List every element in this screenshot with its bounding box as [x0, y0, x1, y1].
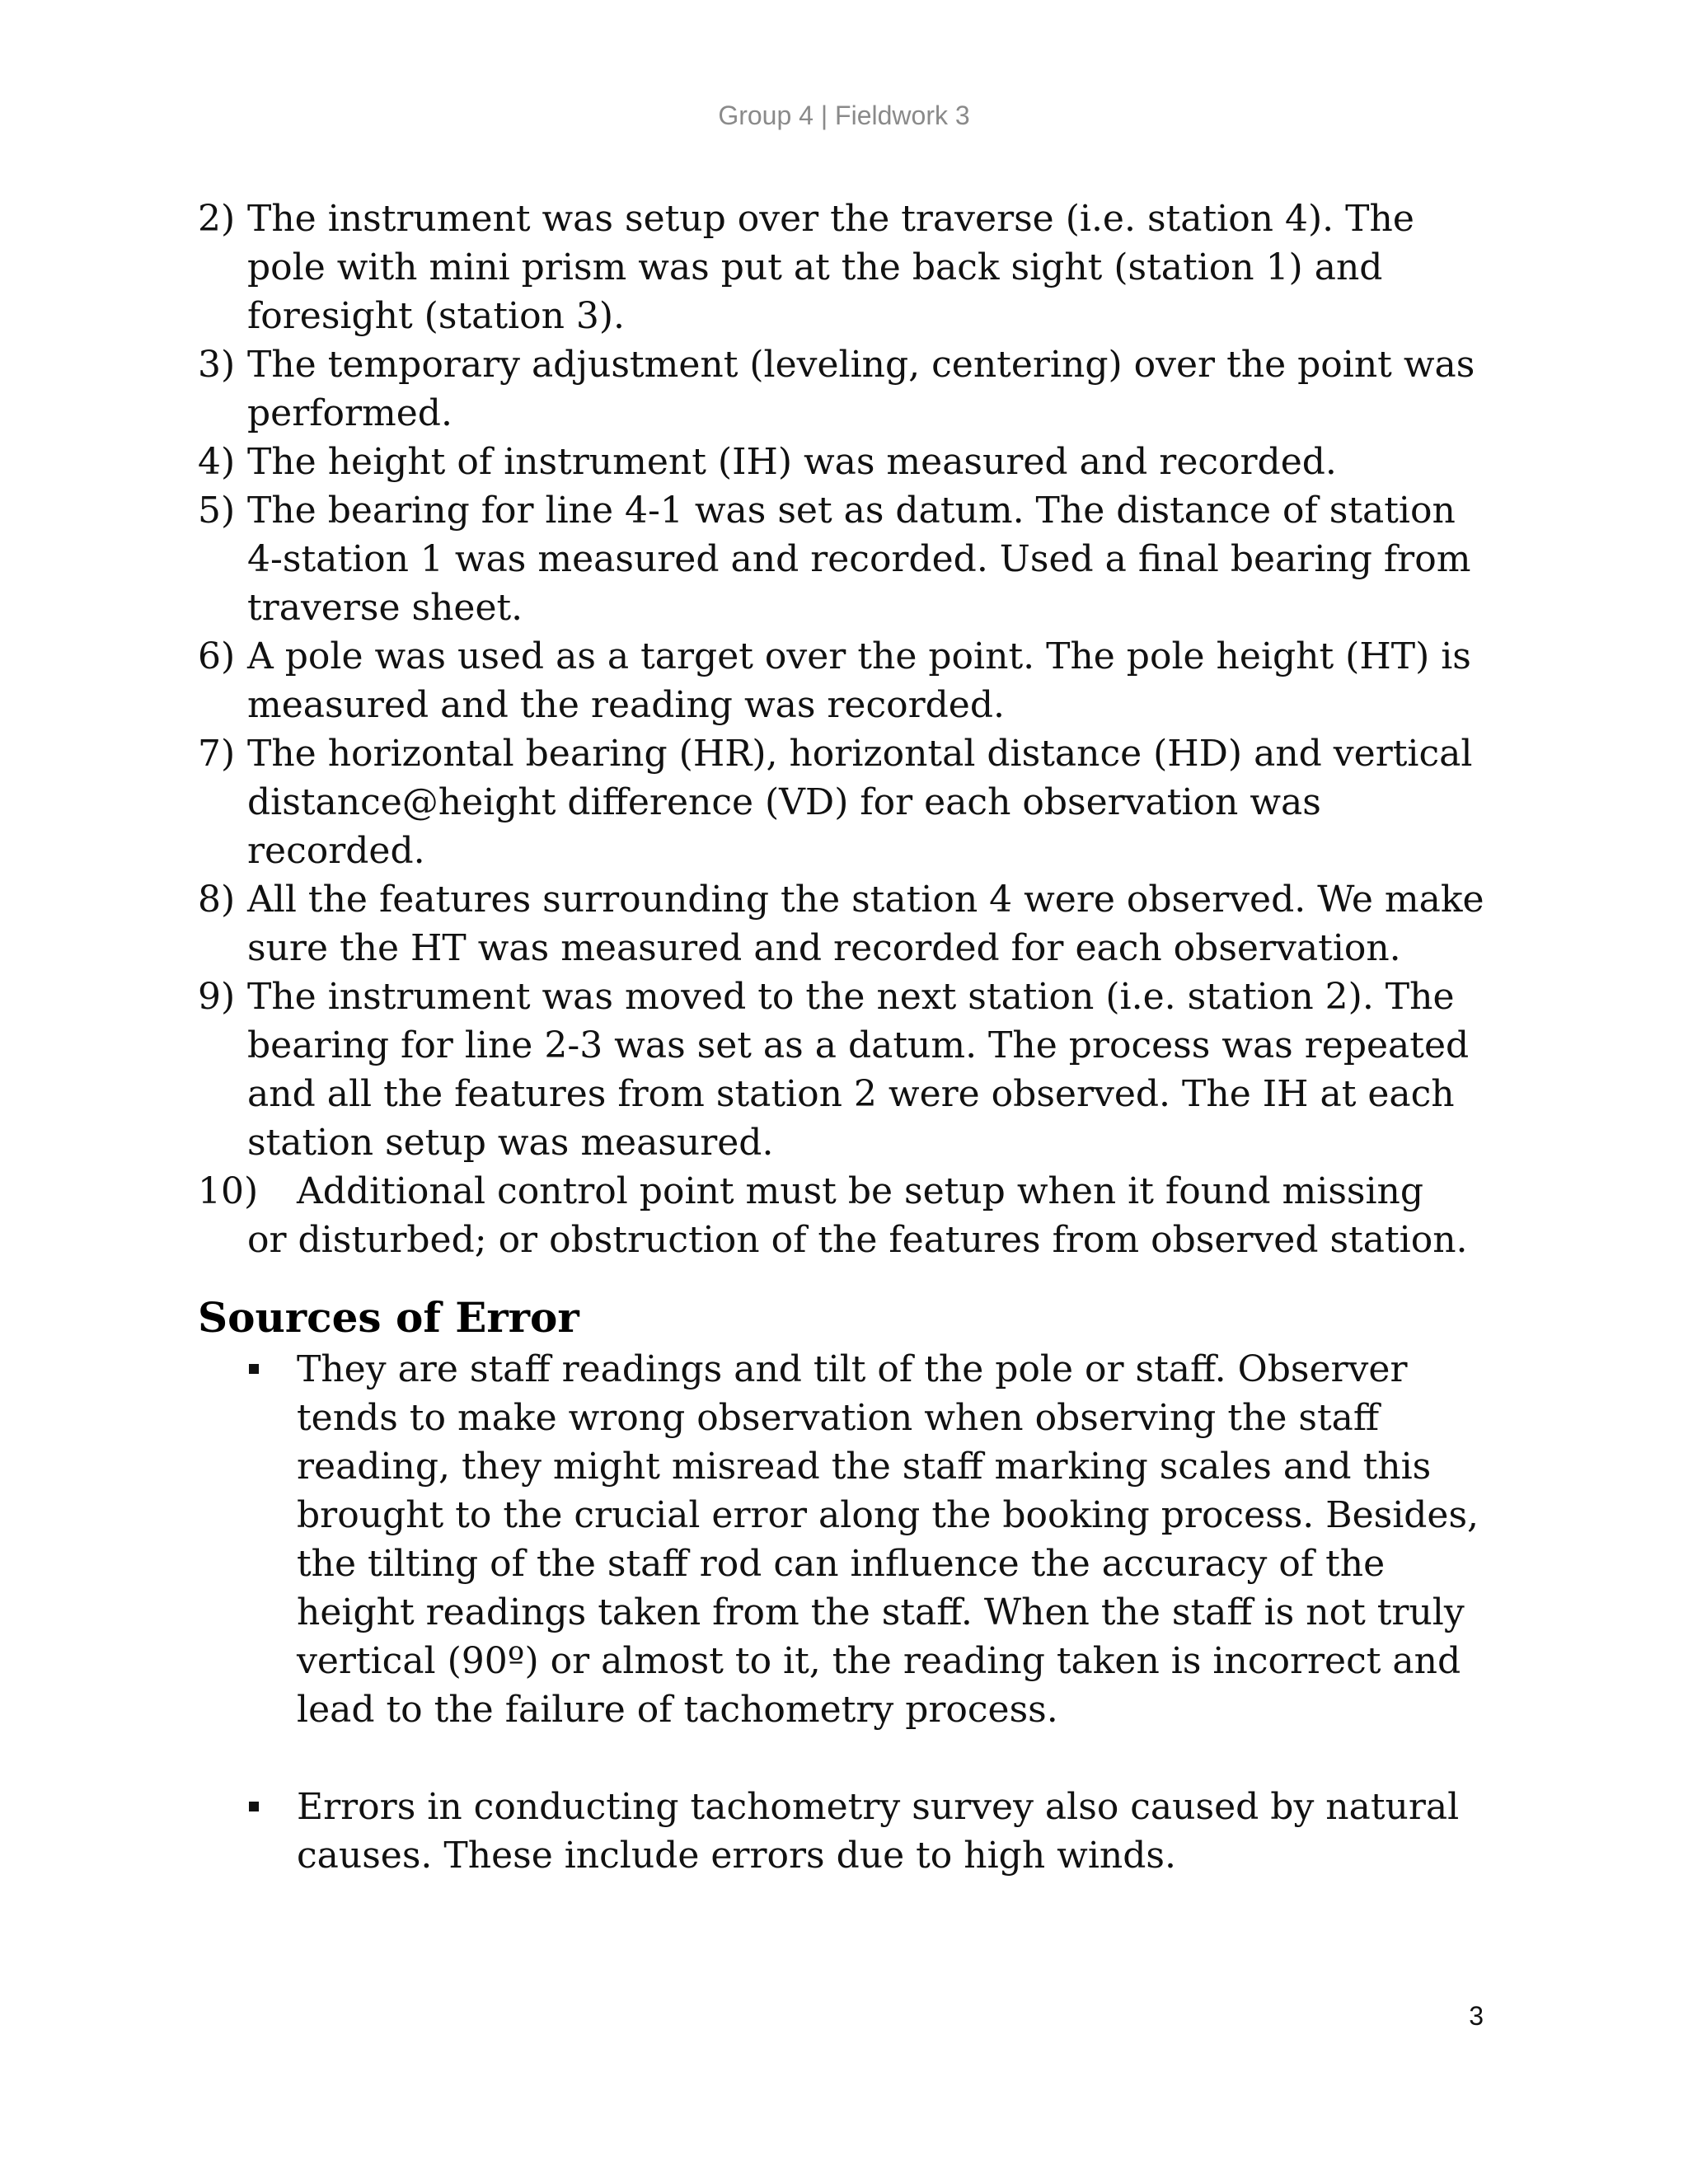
step-text: The instrument was setup over the traverse (i.e. station 4). The pole with mini prism was put at the back sight (station 1) and foresight (station 3). [247, 198, 1414, 337]
square-bullet-icon [247, 1345, 297, 1734]
list-item [247, 1783, 1500, 1880]
step-number: 8) [198, 879, 236, 921]
procedure-steps [198, 194, 1500, 1264]
step-text-continuation: or disturbed; or obstruction of the features from observed station. [247, 1219, 1468, 1261]
step-item [198, 972, 1500, 1167]
step-item [198, 438, 1500, 486]
step-item [198, 729, 1500, 875]
step-number: 6) [198, 635, 236, 677]
section-heading: Sources of Error [198, 1293, 579, 1342]
bullet-text: They are staff readings and tilt of the pole or staff. Observer tends to make wrong observation when observing the staff reading, they might misread the staff marking scales and this brought to the crucial error along the booking process. Besides, the tilting of the staff rod can influence the accuracy of the height readings taken from the staff. When the staff is not truly vertical (90º) or almost to it, the reading taken is incorrect and lead to the failure of tachometry process. [297, 1348, 1479, 1731]
step-number: 4) [198, 441, 236, 483]
bullet-text: Errors in conducting tachometry survey also caused by natural causes. These include errors due to high winds. [297, 1786, 1460, 1877]
step-number: 10) [198, 1170, 259, 1212]
list-item [247, 1345, 1500, 1734]
step-number: 2) [198, 198, 236, 240]
error-sources-list [198, 1345, 1500, 1880]
step-item [198, 875, 1500, 972]
step-text: The bearing for line 4-1 was set as datum. The distance of station 4-station 1 was measured and recorded. Used a final bearing from traverse sheet. [247, 490, 1471, 629]
page-number: 3 [1469, 2001, 1484, 2031]
step-item [198, 486, 1500, 632]
step-text: All the features surrounding the station 4 were observed. We make sure the HT was measured and recorded for each observation. [247, 879, 1484, 969]
step-number: 9) [198, 976, 236, 1018]
step-item [198, 632, 1500, 729]
step-number: 5) [198, 490, 236, 532]
step-text: The instrument was moved to the next station (i.e. station 2). The bearing for line 2-3 was set as a datum. The process was repeated and all the features from station 2 were observed. The IH at each station setup was measured. [247, 976, 1470, 1164]
step-item [198, 194, 1500, 340]
step-number: 3) [198, 344, 236, 386]
square-bullet-icon [247, 1783, 297, 1880]
step-text: The horizontal bearing (HR), horizontal distance (HD) and vertical distance@height difference (VD) for each observation was recorded. [247, 733, 1473, 872]
step-item [198, 340, 1500, 438]
document-body [198, 194, 1500, 1880]
step-text: Additional control point must be setup when it found missing [297, 1170, 1424, 1212]
step-text: A pole was used as a target over the point. The pole height (HT) is measured and the reading was recorded. [247, 635, 1471, 726]
step-text: The height of instrument (IH) was measured and recorded. [247, 441, 1337, 483]
step-text: The temporary adjustment (leveling, centering) over the point was performed. [247, 344, 1475, 434]
page-header: Group 4 | Fieldwork 3 [718, 101, 970, 130]
step-number: 7) [198, 733, 236, 775]
step-item [198, 1167, 1500, 1264]
